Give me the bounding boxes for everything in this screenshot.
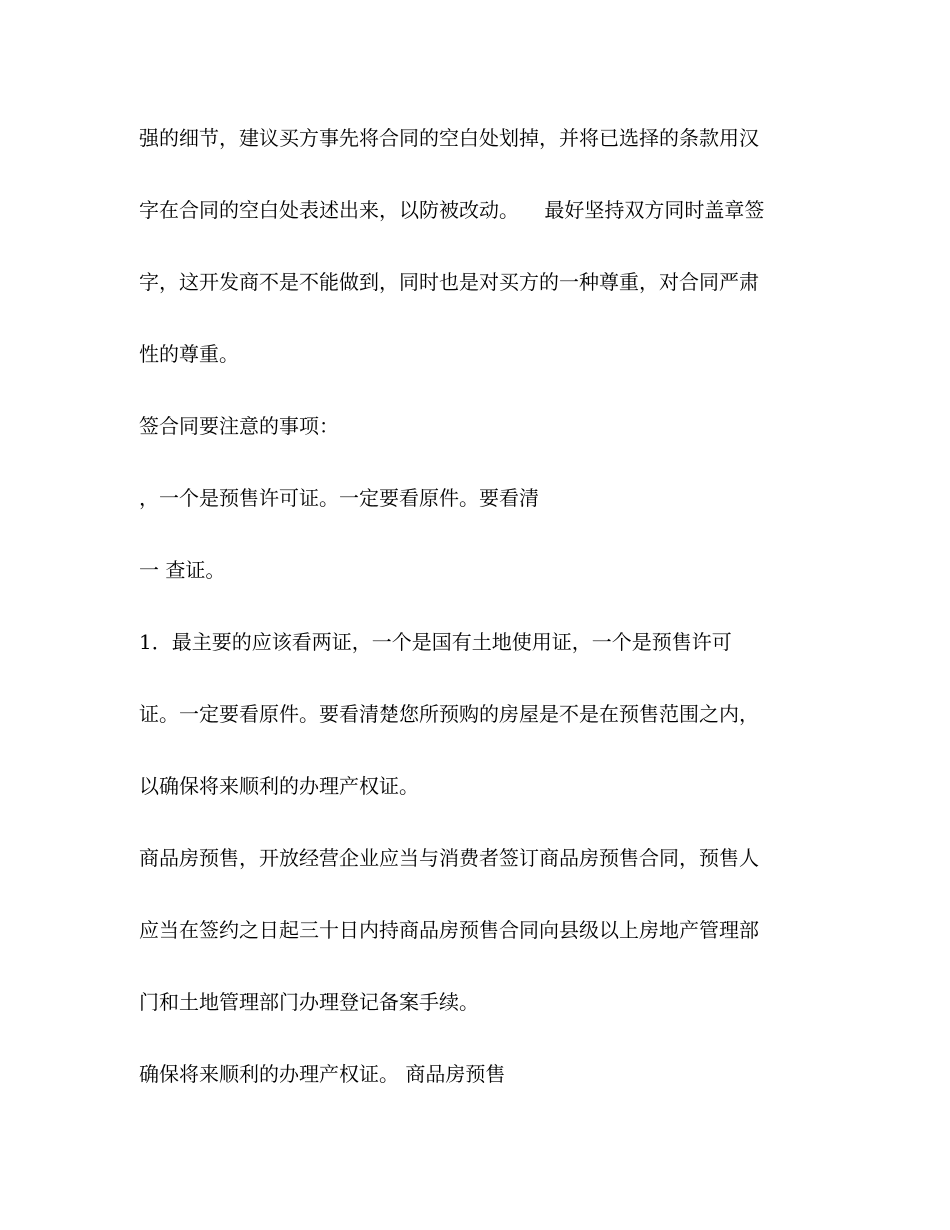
text-line-9: 证。一定要看原件。要看清楚您所预购的房屋是不是在预售范围之内， [139, 702, 759, 726]
text-line-12: 应当在签约之日起三十日内持商品房预售合同向县级以上房地产管理部 [139, 918, 759, 942]
text-line-13: 门和土地管理部门办理登记备案手续。 [139, 990, 479, 1014]
text-line-8: 1．最主要的应该看两证，一个是国有土地使用证，一个是预售许可 [139, 630, 732, 654]
document-body [139, 118, 819, 1126]
text-line-1: 强的细节，建议买方事先将合同的空白处划掉，并将已选择的条款用汉 [139, 126, 759, 150]
text-line-2: 字在合同的空白处表述出来，以防被改动。 最好坚持双方同时盖章签 [139, 198, 765, 222]
text-line-3: 字，这开发商不是不能做到，同时也是对买方的一种尊重，对合同严肃 [139, 270, 759, 294]
text-line-6: ，一个是预售许可证。一定要看原件。要看清 [139, 486, 539, 510]
section-heading: 签合同要注意的事项： [139, 414, 339, 438]
text-line-11: 商品房预售，开放经营企业应当与消费者签订商品房预售合同，预售人 [139, 846, 759, 870]
text-line-4: 性的尊重。 [139, 342, 239, 366]
text-line-14: 确保将来顺利的办理产权证。 商品房预售 [139, 1062, 506, 1086]
text-line-7: 一 查证。 [139, 558, 226, 582]
text-line-10: 以确保将来顺利的办理产权证。 [139, 774, 419, 798]
